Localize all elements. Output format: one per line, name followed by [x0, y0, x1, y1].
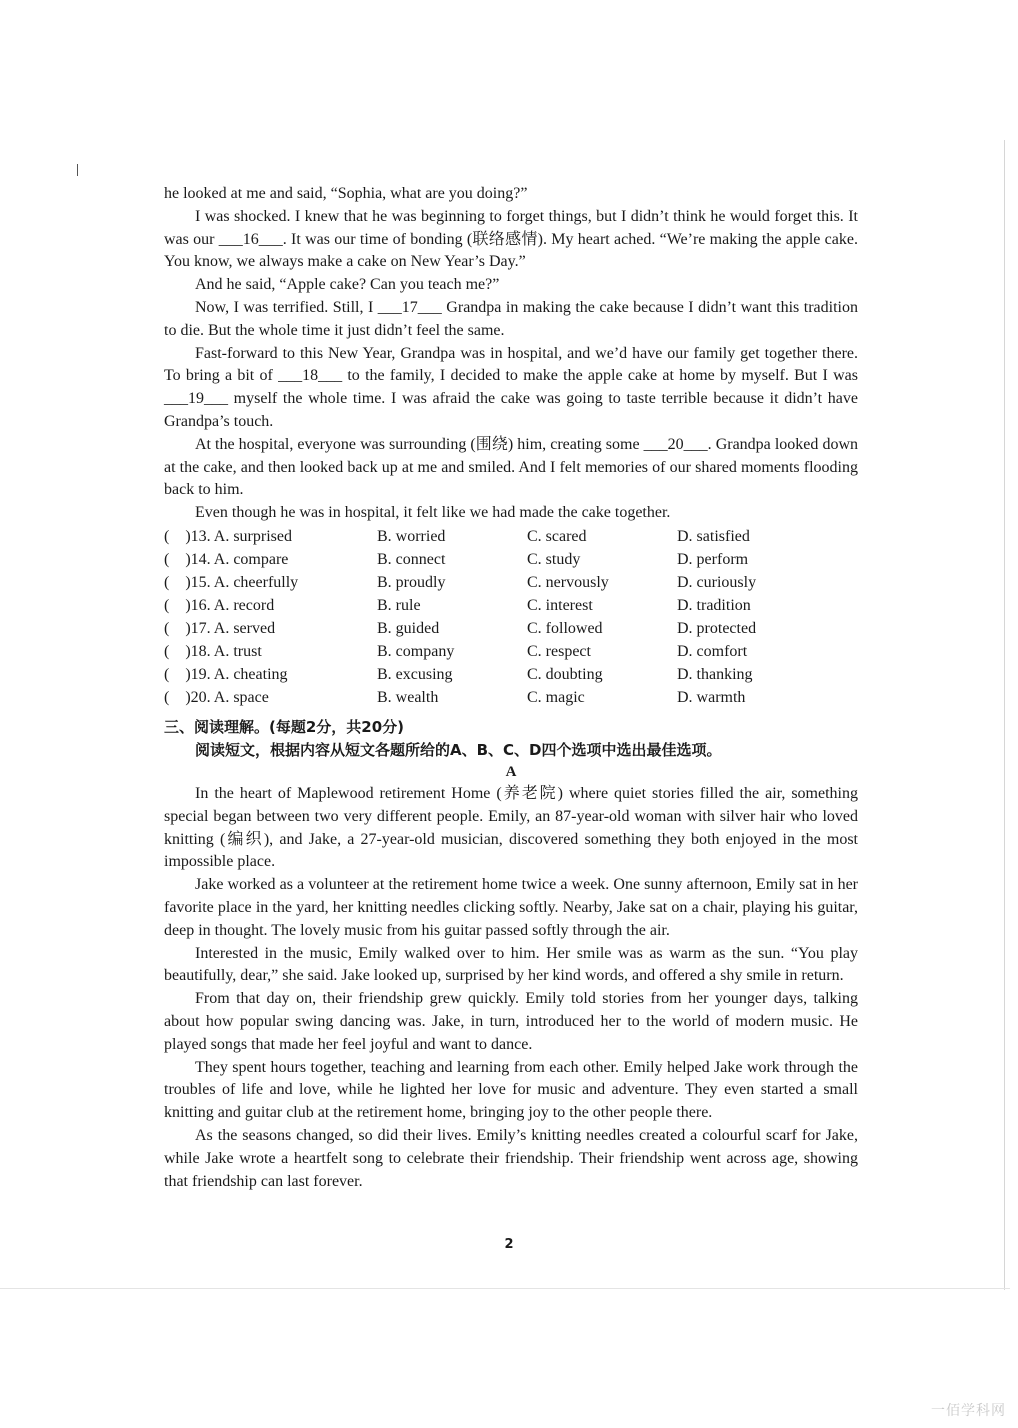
option-a: ( )19. A. cheating	[164, 665, 288, 683]
option-a: ( )20. A. space	[164, 688, 269, 706]
option-row	[164, 640, 858, 663]
option-d: D. warmth	[677, 688, 746, 706]
page-number: 2	[504, 1237, 514, 1252]
paragraph: They spent hours together, teaching and learning from each other. Emily helped Jake work through the troubles of life and love, while he lighted her love for music and adventure. They even started a small knitting and guitar club at the retirement home, bringing joy to the other people there.	[164, 1058, 858, 1122]
option-b: B. proudly	[377, 573, 446, 591]
option-a: ( )16. A. record	[164, 596, 275, 614]
paragraph: Jake worked as a volunteer at the retirement home twice a week. One sunny afternoon, Emily sat in her favorite place in the yard, her knitting needles clicking softly. Nearby, Jake sat on a chair, playing his guitar, deep in thought. The lovely music from his guitar passed softly through the air.	[164, 876, 858, 939]
passage-label: A	[505, 763, 517, 780]
paragraph: I was shocked. I knew that he was beginning to forget things, but I didn’t think he would forget this. It was our ___16___. It was our time of bonding (联络感情). My heart ached. “We’re making the apple cake. You know, we always make a cake on New Year’s Day.”	[164, 207, 858, 271]
option-d: D. curiously	[677, 573, 757, 591]
option-b: B. wealth	[377, 688, 439, 706]
option-b: B. company	[377, 642, 455, 660]
watermark: 一佰学科网	[931, 1403, 1006, 1419]
paragraph: he looked at me and said, “Sophia, what are you doing?”	[164, 185, 528, 202]
option-row	[164, 548, 858, 571]
cloze-passage	[164, 183, 858, 525]
option-b: B. worried	[377, 527, 446, 545]
paragraph: Even though he was in hospital, it felt like we had made the cake together.	[195, 504, 671, 522]
option-d: D. satisfied	[677, 527, 750, 545]
option-b: B. guided	[377, 619, 440, 637]
option-d: D. tradition	[677, 596, 751, 614]
option-c: C. doubting	[527, 665, 603, 683]
option-c: C. nervously	[527, 573, 609, 591]
paragraph: Fast-forward to this New Year, Grandpa was in hospital, and we’d have our family get together there. To bring a bit of ___18___ to the family, I decided to make the apple cake at home by myself. But I was ___19___ myself the whole time. I was afraid the cake was going to taste terrible because it didn’t have Grandpa’s touch.	[164, 344, 858, 430]
option-row	[164, 571, 858, 594]
page-edge-bottom	[0, 1288, 1010, 1289]
option-row	[164, 617, 858, 640]
section-instruction: 阅读短文，根据内容从短文各题所给的A、B、C、D四个选项中选出最佳选项。	[195, 740, 722, 759]
option-row	[164, 663, 858, 686]
reading-passage-a	[164, 783, 858, 1193]
option-c: C. magic	[527, 688, 585, 706]
option-d: D. thanking	[677, 665, 753, 683]
paragraph: At the hospital, everyone was surrounding (围绕) him, creating some ___20___. Grandpa looked down at the cake, and then looked back up at me and smiled. And I felt memories of our shared moments flooding back to him.	[164, 435, 858, 499]
option-c: C. scared	[527, 527, 587, 545]
option-b: B. excusing	[377, 665, 453, 683]
option-c: C. followed	[527, 619, 603, 637]
paragraph: From that day on, their friendship grew quickly. Emily told stories from her younger days, talking about how popular swing dancing was. Jake, in turn, introduced her to the world of modern music. He played songs that made her feel joyful and want to dance.	[164, 990, 858, 1053]
option-a: ( )14. A. compare	[164, 550, 289, 568]
option-a: ( )18. A. trust	[164, 642, 262, 660]
paragraph: Now, I was terrified. Still, I ___17___ Grandpa in making the cake because I didn’t want this tradition to die. But the whole time it just didn’t feel the same.	[164, 298, 858, 339]
option-a: ( )17. A. served	[164, 619, 276, 637]
option-a: ( )13. A. surprised	[164, 527, 292, 545]
options-table	[164, 525, 858, 709]
option-row	[164, 594, 858, 617]
paragraph: Interested in the music, Emily walked over to him. Her smile was as warm as the sun. “You play beautifully, dear,” she said. Jake looked up, surprised by her kind words, and offered a shy smile in return.	[164, 944, 858, 985]
option-d: D. comfort	[677, 642, 748, 660]
option-b: B. connect	[377, 550, 446, 568]
option-d: D. perform	[677, 550, 749, 568]
section-title: 三、阅读理解。(每题2分，共20分)	[164, 717, 405, 736]
margin-mark	[77, 164, 78, 176]
option-c: C. respect	[527, 642, 591, 660]
page-edge-right	[1004, 140, 1005, 1290]
option-row	[164, 686, 858, 709]
option-a: ( )15. A. cheerfully	[164, 573, 299, 591]
option-b: B. rule	[377, 596, 421, 614]
page-content	[164, 183, 858, 1193]
paragraph: In the heart of Maplewood retirement Home (养老院) where quiet stories filled the air, something special began between two very different people. Emily, an 87-year-old woman with silver hair who loved knitting (编织), and Jake, a 27-year-old musician, discovered something they both enjoyed in the most impossible place.	[164, 784, 858, 871]
option-c: C. study	[527, 550, 581, 568]
option-row	[164, 525, 858, 548]
paragraph: As the seasons changed, so did their lives. Emily’s knitting needles created a colourful scarf for Jake, while Jake wrote a heartfelt song to celebrate their friendship. Their friendship went across age, showing that friendship can last forever.	[164, 1126, 858, 1190]
paragraph: And he said, “Apple cake? Can you teach me?”	[195, 276, 500, 294]
option-d: D. protected	[677, 619, 757, 637]
option-c: C. interest	[527, 596, 593, 614]
